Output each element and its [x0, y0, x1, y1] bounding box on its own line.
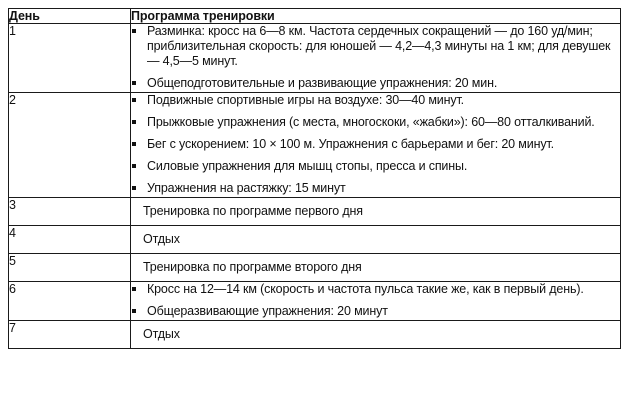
program-cell	[131, 24, 621, 93]
table-row	[9, 282, 621, 321]
program-text: Тренировка по программе первого дня	[143, 204, 363, 218]
table-header-row	[9, 9, 621, 24]
square-bullet-icon	[132, 29, 136, 33]
day-number-cell: 7	[9, 321, 131, 349]
table-row	[9, 93, 621, 198]
day-number-cell: 1	[9, 24, 131, 93]
list-item	[131, 24, 620, 69]
list-item	[131, 282, 620, 297]
program-bullet-list	[131, 282, 620, 319]
day-number-cell: 2	[9, 93, 131, 198]
list-item-text: Прыжковые упражнения (с места, многоскоки, «жабки»): 60—80 отталкиваний.	[147, 115, 595, 129]
square-bullet-icon	[132, 287, 136, 291]
day-number-cell: 4	[9, 226, 131, 254]
square-bullet-icon	[132, 98, 136, 102]
program-bullet-list	[131, 93, 620, 196]
list-item-text: Разминка: кросс на 6—8 км. Частота сердечных сокращений — до 160 уд/мин; приблизительная скорость: для юношей — 4,2—4,3 минуты на 1 км; для девушек — 4,5—5 минут.	[147, 24, 611, 68]
program-cell	[131, 226, 621, 254]
program-cell	[131, 198, 621, 226]
list-item	[131, 181, 620, 196]
program-cell	[131, 254, 621, 282]
list-item	[131, 137, 620, 152]
list-item	[131, 304, 620, 319]
list-item-text: Силовые упражнения для мышц стопы, пресса и спины.	[147, 159, 468, 173]
training-schedule-table	[8, 8, 621, 349]
table-row	[9, 226, 621, 254]
program-cell	[131, 93, 621, 198]
square-bullet-icon	[132, 142, 136, 146]
list-item-text: Общеразвивающие упражнения: 20 минут	[147, 304, 388, 318]
list-item	[131, 159, 620, 174]
list-item-text: Подвижные спортивные игры на воздухе: 30—40 минут.	[147, 93, 464, 107]
program-cell	[131, 282, 621, 321]
square-bullet-icon	[132, 81, 136, 85]
list-item-text: Бег с ускорением: 10 × 100 м. Упражнения с барьерами и бег: 20 минут.	[147, 137, 554, 151]
table-row	[9, 321, 621, 349]
training-schedule-table-wrapper	[8, 8, 620, 349]
program-text: Отдых	[143, 232, 180, 246]
day-number-cell: 6	[9, 282, 131, 321]
program-text: Тренировка по программе второго дня	[143, 260, 362, 274]
program-cell	[131, 321, 621, 349]
square-bullet-icon	[132, 309, 136, 313]
table-row	[9, 198, 621, 226]
program-bullet-list	[131, 24, 620, 91]
list-item	[131, 76, 620, 91]
square-bullet-icon	[132, 186, 136, 190]
table-head	[9, 9, 621, 24]
list-item-text: Кросс на 12—14 км (скорость и частота пульса такие же, как в первый день).	[147, 282, 584, 296]
table-row	[9, 24, 621, 93]
square-bullet-icon	[132, 120, 136, 124]
list-item-text: Упражнения на растяжку: 15 минут	[147, 181, 346, 195]
list-item	[131, 115, 620, 130]
table-row	[9, 254, 621, 282]
list-item-text: Общеподготовительные и развивающие упражнения: 20 мин.	[147, 76, 498, 90]
program-text: Отдых	[143, 327, 180, 341]
day-number-cell: 5	[9, 254, 131, 282]
square-bullet-icon	[132, 164, 136, 168]
table-body	[9, 24, 621, 349]
day-number-cell: 3	[9, 198, 131, 226]
column-header-program: Программа тренировки	[131, 9, 621, 24]
list-item	[131, 93, 620, 108]
column-header-day: День	[9, 9, 131, 24]
